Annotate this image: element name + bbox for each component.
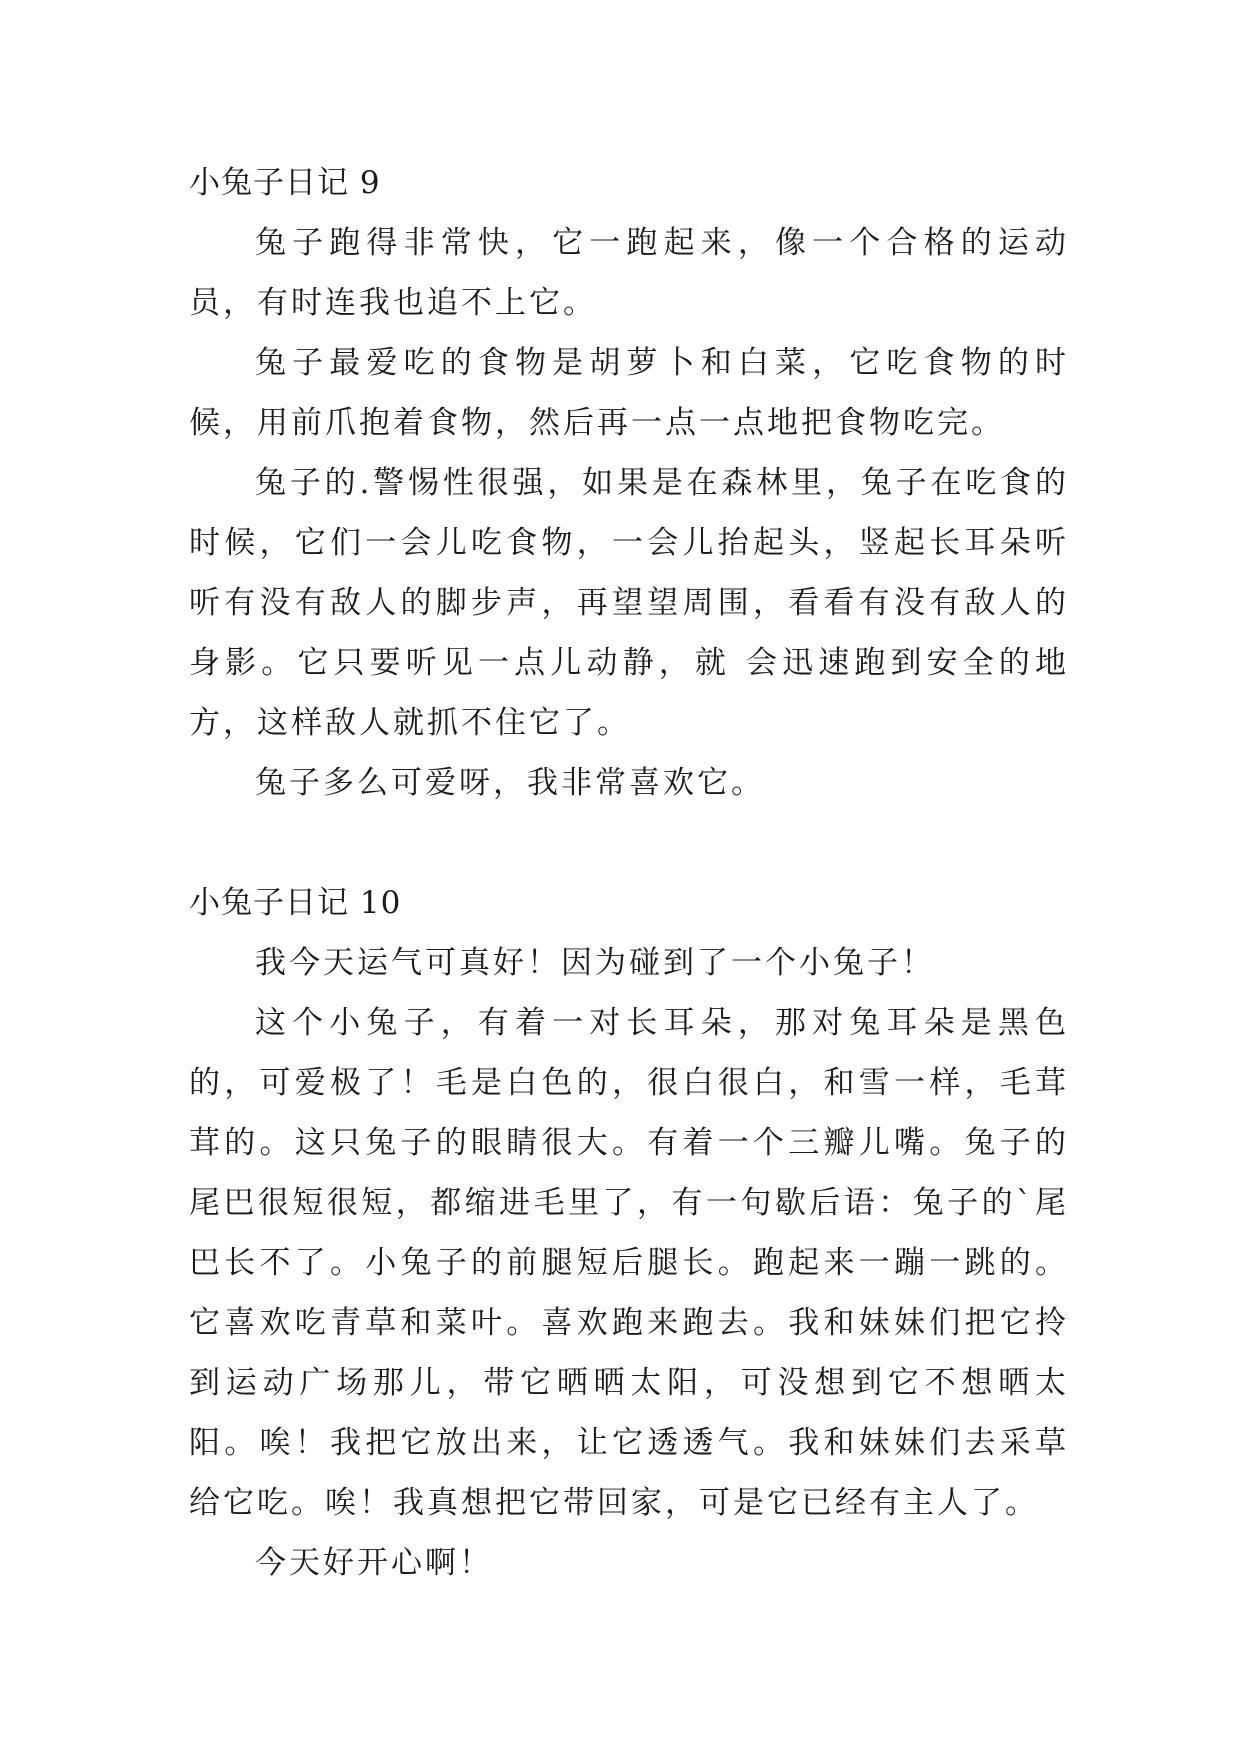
diary-entry (189, 153, 1069, 813)
entry-title: 小兔子日记 10 (189, 885, 402, 921)
paragraph: 今天好开心啊！ (255, 1545, 493, 1581)
paragraph: 我今天运气可真好！因为碰到了一个小兔子！ (255, 945, 935, 981)
document-body (189, 153, 1069, 1593)
entry-title: 小兔子日记 9 (189, 165, 381, 201)
paragraph: 兔子跑得非常快，它一跑起来，像一个合格的运动员，有时连我也追不上它。 (189, 225, 1069, 321)
diary-entry (189, 873, 1069, 1593)
paragraph: 这个小兔子，有着一对长耳朵，那对兔耳朵是黑色的，可爱极了！毛是白色的，很白很白，和雪一样，毛茸茸的。这只兔子的眼睛很大。有着一个三瓣儿嘴。兔子的尾巴很短很短，都缩进毛里了，有一句歇后语：兔子的`尾巴长不了。小兔子的前腿短后腿长。跑起来一蹦一跳的。它喜欢吃青草和菜叶。喜欢跑来跑去。我和妹妹们把它拎到运动广场那儿，带它晒晒太阳，可没想到它不想晒太阳。唉！我把它放出来，让它透透气。我和妹妹们去采草给它吃。唉！我真想把它带回家，可是它已经有主人了。 (189, 1005, 1069, 1521)
paragraph: 兔子最爱吃的食物是胡萝卜和白菜，它吃食物的时候，用前爪抱着食物，然后再一点一点地把食物吃完。 (189, 345, 1069, 441)
paragraph: 兔子的.警惕性很强，如果是在森林里，兔子在吃食的时候，它们一会儿吃食物，一会儿抬起头，竖起长耳朵听听有没有敌人的脚步声，再望望周围，看看有没有敌人的身影。它只要听见一点儿动静，就 会迅速跑到安全的地方，这样敌人就抓不住它了。 (189, 465, 1069, 741)
paragraph: 兔子多么可爱呀，我非常喜欢它。 (255, 765, 765, 801)
